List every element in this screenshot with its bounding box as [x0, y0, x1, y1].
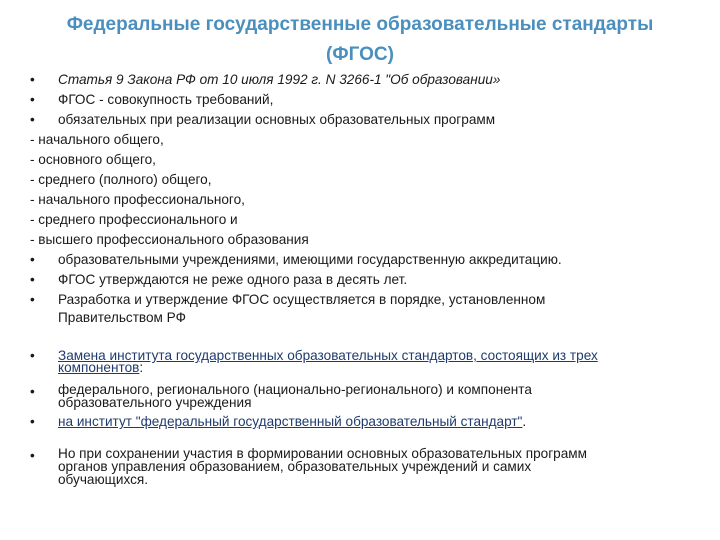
dash-item: - высшего профессионального образования: [30, 232, 309, 247]
fgos-institute-line: [58, 414, 526, 430]
bullet-marker: •: [30, 92, 35, 107]
period-text: .: [522, 414, 527, 429]
bullet-approval-frequency: ФГОС утверждаются не реже одного раза в десять лет.: [58, 272, 408, 287]
dash-item: - среднего (полного) общего,: [30, 172, 212, 187]
bullet-mandatory-programs: обязательных при реализации основных образовательных программ: [58, 112, 496, 127]
colon-text: :: [139, 360, 144, 375]
fgos-institute-link[interactable]: на институт "федеральный государственный образовательный стандарт": [58, 414, 523, 429]
slide-title: [20, 10, 700, 70]
bullet-marker: •: [30, 448, 35, 463]
bullet-marker: •: [30, 72, 35, 87]
bullet-marker: •: [30, 384, 35, 399]
bullet-components-line-2: образовательного учреждения: [58, 395, 252, 410]
components-link[interactable]: компонентов: [58, 360, 140, 375]
bullet-accredited-institutions: образовательными учреждениями, имеющими государственную аккредитацию.: [58, 252, 562, 267]
title-line-1: Федеральные государственные образовательные стандарты: [66, 14, 654, 35]
dash-item: - среднего профессионального и: [30, 212, 238, 227]
bullet-marker: •: [30, 414, 35, 429]
bullet-marker: •: [30, 272, 35, 287]
replacement-link-line-1[interactable]: Замена института государственных образовательных стандартов, состоящих из трех: [58, 348, 598, 363]
bullet-law-reference: Статья 9 Закона РФ от 10 июля 1992 г. N 3266-1 "Об образовании»: [58, 72, 501, 87]
replacement-line-2: [58, 362, 143, 374]
dash-item: - начального общего,: [30, 132, 164, 147]
bullet-marker: •: [30, 348, 35, 363]
dash-item: - начального профессионального,: [30, 192, 245, 207]
bullet-fgos-definition: ФГОС - совокупность требований,: [58, 92, 274, 107]
bullet-marker: •: [30, 292, 35, 307]
bullet-components-line-1: федерального, регионального (национально-регионального) и компонента: [58, 382, 532, 397]
bullet-participation-line-1: Но при сохранении участия в формировании основных образовательных программ: [58, 446, 587, 461]
bullet-marker: •: [30, 112, 35, 127]
dash-item: - основного общего,: [30, 152, 156, 167]
bullet-participation-line-2: органов управления образованием, образовательных учреждений и самих: [58, 459, 532, 474]
bullet-marker: •: [30, 252, 35, 267]
bullet-development-line-2: Правительством РФ: [58, 310, 186, 325]
bullet-development-line-1: Разработка и утверждение ФГОС осуществляется в порядке, установленном: [58, 292, 546, 307]
bullet-participation-line-3: обучающихся.: [58, 472, 149, 487]
title-line-2: (ФГОС): [326, 44, 394, 65]
